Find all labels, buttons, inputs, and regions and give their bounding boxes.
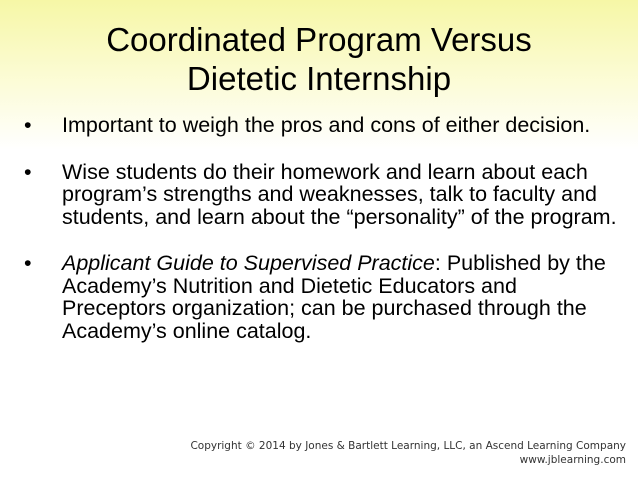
- bullet-item: [22, 161, 622, 229]
- slide-title: [0, 20, 638, 98]
- publication-title: Applicant Guide to Supervised Practice: [62, 251, 435, 275]
- copyright-text: Copyright © 2014 by Jones & Bartlett Learning, LLC, an Ascend Learning Company: [190, 440, 626, 452]
- bullet-text: Important to weigh the pros and cons of either decision.: [62, 113, 591, 137]
- title-line-1: Coordinated Program Versus: [106, 21, 532, 58]
- bullet-text: Wise students do their homework and learn about each program’s strengths and weaknesses, talk to faculty and students, and learn about the “personality” of the program.: [62, 159, 617, 229]
- bullet-item: [22, 114, 622, 137]
- bullet-dot-icon: •: [24, 251, 32, 275]
- publisher-url: www.jblearning.com: [519, 454, 626, 466]
- copyright-footer: [190, 439, 626, 467]
- bullet-text: : Published by the Academy’s Nutrition and Dietetic Educators and Preceptors organization; can be purchased through the Academy’s online catalog.: [62, 251, 606, 343]
- title-line-2: Dietetic Internship: [186, 60, 452, 97]
- bullet-dot-icon: •: [24, 159, 32, 184]
- bullet-dot-icon: •: [24, 113, 32, 137]
- bullet-item: [22, 252, 622, 342]
- bullet-list: [22, 114, 622, 342]
